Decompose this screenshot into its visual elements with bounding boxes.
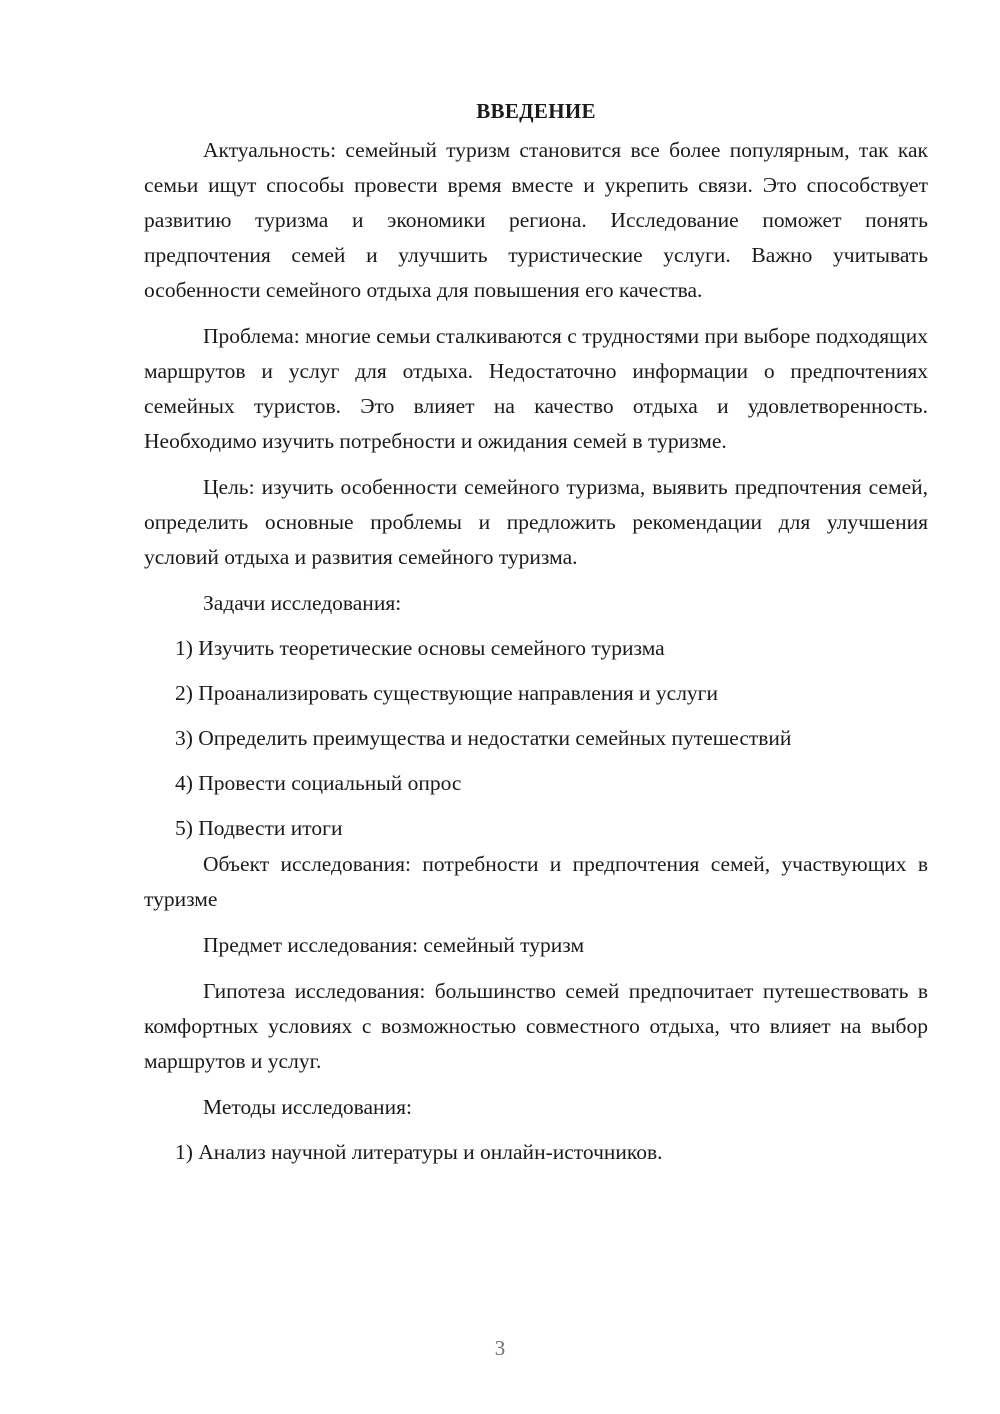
- list-item: 3) Определить преимущества и недостатки семейных путешествий: [175, 726, 792, 750]
- page-body: [144, 96, 928, 1180]
- object-paragraph: Объект исследования: потребности и предпочтения семей, участвующих в туризме: [144, 852, 928, 911]
- list-item: 5) Подвести итоги: [175, 816, 343, 840]
- tasks-heading: Задачи исследования:: [203, 591, 402, 615]
- page-number: 3: [494, 1336, 506, 1360]
- methods-heading: Методы исследования:: [203, 1095, 412, 1119]
- list-item: 1) Анализ научной литературы и онлайн-источников.: [175, 1140, 663, 1164]
- problem-paragraph: Проблема: многие семьи сталкиваются с трудностями при выборе подходящих маршрутов и услуг для отдыха. Недостаточно информации о предпочтениях семейных туристов. Это влияет на качество отдыха и удовлетворенность. Необходимо изучить потребности и ожидания семей в туризме.: [144, 324, 928, 453]
- list-item: 1) Изучить теоретические основы семейного туризма: [175, 636, 665, 660]
- section-heading: ВВЕДЕНИЕ: [476, 99, 596, 123]
- methods-list: [144, 1135, 928, 1170]
- hypothesis-paragraph: Гипотеза исследования: большинство семей предпочитает путешествовать в комфортных условиях с возможностью совместного отдыха, что влияет на выбор маршрутов и услуг.: [144, 979, 928, 1073]
- subject-paragraph: Предмет исследования: семейный туризм: [203, 933, 585, 957]
- list-item: 2) Проанализировать существующие направления и услуги: [175, 681, 719, 705]
- relevance-paragraph: Актуальность: семейный туризм становится все более популярным, так как семьи ищут способы провести время вместе и укрепить связи. Это способствует развитию туризма и экономики региона. Исследование поможет понять предпочтения семей и улучшить туристические услуги. Важно учитывать особенности семейного отдыха для повышения его качества.: [144, 138, 928, 302]
- list-item: 4) Провести социальный опрос: [175, 771, 462, 795]
- goal-paragraph: Цель: изучить особенности семейного туризма, выявить предпочтения семей, определить основные проблемы и предложить рекомендации для улучшения условий отдыха и развития семейного туризма.: [144, 475, 928, 569]
- tasks-list: [144, 631, 928, 846]
